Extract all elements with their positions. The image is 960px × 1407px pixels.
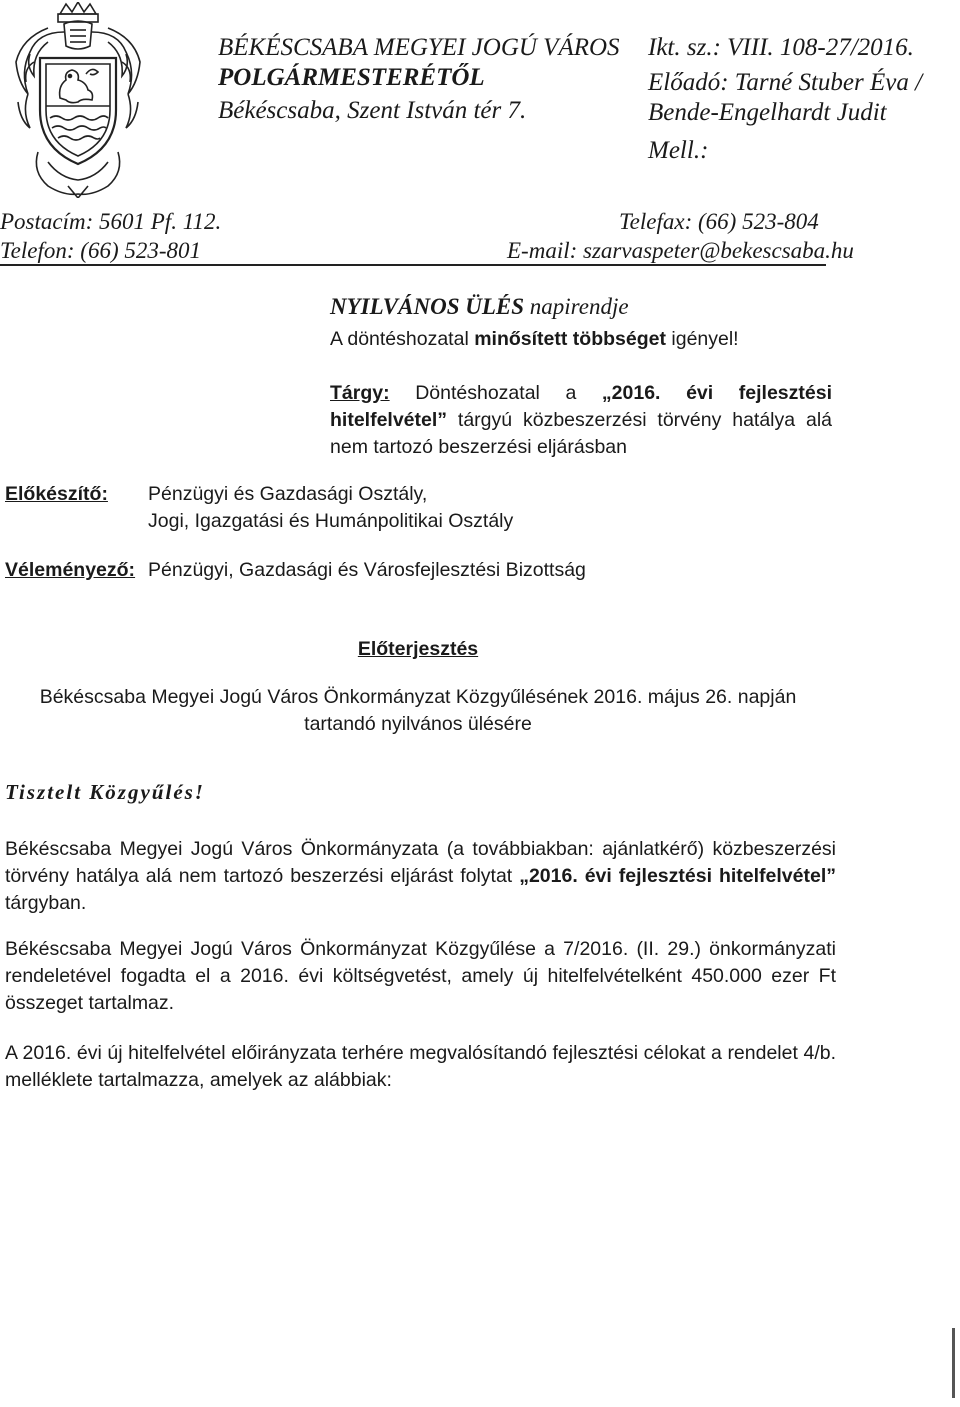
org-name-line2: POLGÁRMESTERÉTŐL xyxy=(218,64,485,91)
decision-note-post: igényel! xyxy=(665,328,739,350)
postal-address: Postacím: 5601 Pf. 112. xyxy=(0,209,222,234)
reviewer-label: Véleményező: xyxy=(5,559,136,581)
subject xyxy=(330,380,832,461)
scan-edge-mark xyxy=(952,1328,955,1398)
decision-note xyxy=(330,326,739,353)
attachments: Mell.: xyxy=(648,137,709,164)
org-name-line1: BÉKÉSCSABA MEGYEI JOGÚ VÁROS xyxy=(218,34,620,61)
preparer-label: Előkészítő: xyxy=(5,483,108,505)
registration-number: Ikt. sz.: VIII. 108-27/2016. xyxy=(648,34,914,61)
header-divider xyxy=(0,264,826,266)
subject-label: Tárgy: xyxy=(330,382,390,404)
proposal-line1: Békéscsaba Megyei Jogú Város Önkormányzat Közgyűlésének 2016. május 26. napján xyxy=(39,686,797,708)
salutation: Tisztelt Közgyűlés! xyxy=(5,780,205,804)
proposal-line2: tartandó nyilvános ülésére xyxy=(304,713,532,735)
fax: Telefax: (66) 523-804 xyxy=(619,209,819,234)
phone: Telefon: (66) 523-801 xyxy=(0,238,202,263)
reviewer-committee: Pénzügyi, Gazdasági és Városfejlesztési Bizottság xyxy=(148,559,586,581)
preparer-dept-1: Pénzügyi és Gazdasági Osztály, xyxy=(148,483,428,505)
paragraph-1 xyxy=(5,836,836,917)
subject-text-bold: „2016. évi fejlesztési hitelfelvétel” xyxy=(330,382,832,431)
proposal-title: Előterjesztés xyxy=(357,638,479,660)
subject-text-pre: Döntéshozatal a xyxy=(389,382,602,404)
session-title-bold: NYILVÁNOS ÜLÉS xyxy=(330,294,525,319)
preparer-dept-2: Jogi, Igazgatási és Humánpolitikai Osztály xyxy=(148,510,514,532)
city-coat-of-arms-logo xyxy=(8,2,144,198)
paragraph-1-post: tárgyban. xyxy=(5,892,87,914)
session-title xyxy=(330,292,629,321)
decision-note-pre: A döntéshozatal xyxy=(330,328,475,350)
presenter-second: Bende-Engelhardt Judit xyxy=(648,99,887,126)
decision-note-bold: minősített többséget xyxy=(474,328,666,350)
paragraph-1-bold: „2016. évi fejlesztési hitelfelvétel” xyxy=(519,865,836,887)
org-address: Békéscsaba, Szent István tér 7. xyxy=(218,97,527,124)
paragraph-3: A 2016. évi új hitelfelvétel előirányzata terhére megvalósítandó fejlesztési célokat a rendelet 4/b. melléklete tartalmazza, amelyek az alábbiak: xyxy=(5,1042,836,1091)
presenter: Előadó: Tarné Stuber Éva / xyxy=(648,69,923,96)
email: E-mail: szarvaspeter@bekescsaba.hu xyxy=(507,238,854,263)
paragraph-2: Békéscsaba Megyei Jogú Város Önkormányzat Közgyűlése a 7/2016. (II. 29.) önkormányzati rendeletével fogadta el a 2016. évi költségvetést, amely új hitelfelvételként 450.000 ezer Ft összeget tartalmaz. xyxy=(5,938,836,1014)
paragraph-1-pre: Békéscsaba Megyei Jogú Város Önkormányzata (a továbbiakban: ajánlatkérő) közbeszerzési törvény hatálya alá nem tartozó beszerzési eljárást folytat xyxy=(5,838,836,887)
session-title-rest: napirendje xyxy=(524,294,629,319)
coat-of-arms-icon xyxy=(8,2,144,198)
subject-text-post: tárgyú közbeszerzési törvény hatálya alá nem tartozó beszerzési eljárásban xyxy=(330,409,832,458)
